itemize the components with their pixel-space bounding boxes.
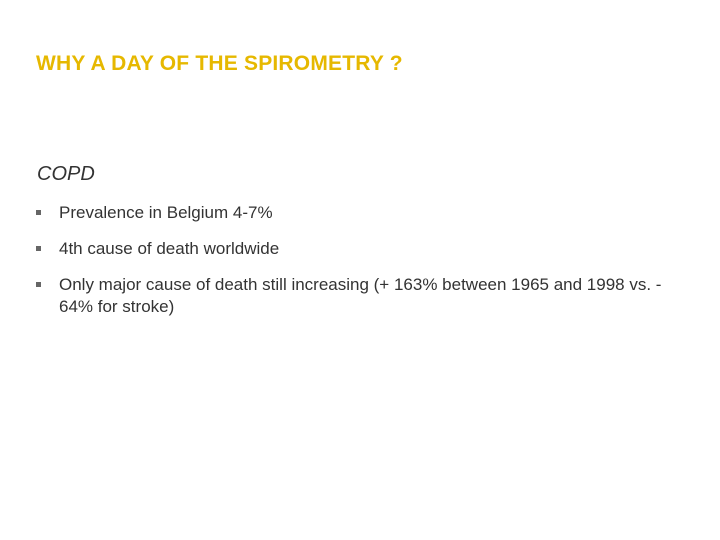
bullet-square-icon: [36, 282, 41, 287]
bullet-square-icon: [36, 246, 41, 251]
bullet-text: Prevalence in Belgium 4-7%: [59, 203, 273, 222]
bullet-square-icon: [36, 210, 41, 215]
section-heading: COPD: [37, 163, 95, 185]
bullet-text: Only major cause of death still increasing (+ 163% between 1965 and 1998 vs. - 64% for stroke): [59, 275, 662, 316]
bullet-text: 4th cause of death worldwide: [59, 239, 280, 258]
bullet-list: [36, 202, 676, 332]
list-item: [36, 238, 676, 260]
slide-title: WHY A DAY OF THE SPIROMETRY ?: [36, 52, 403, 75]
list-item: [36, 274, 676, 318]
list-item: [36, 202, 676, 224]
